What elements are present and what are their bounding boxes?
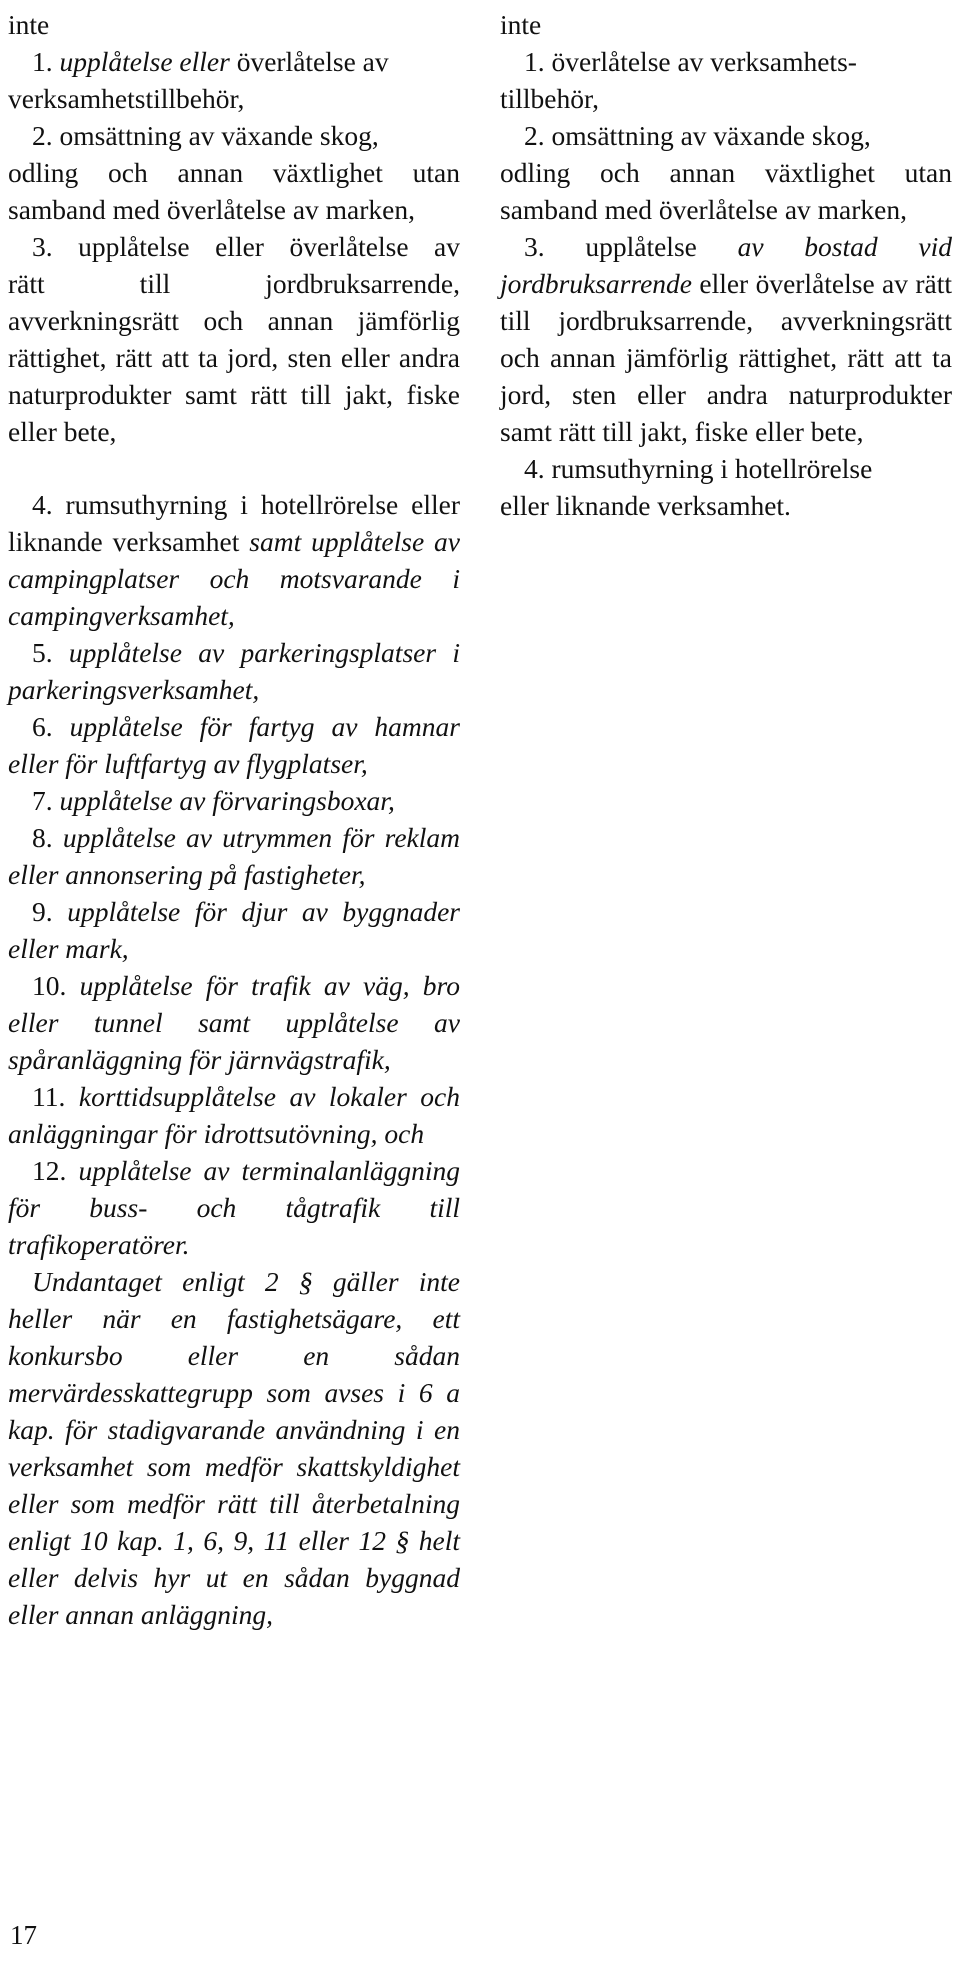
left-item-11-num: 11.	[32, 1081, 66, 1112]
left-item-3-line1: 3. upplåtelse eller överlåtelse av	[32, 231, 460, 262]
left-item-4-italic: samt upplåtelse av campingplatser och motsvarande i campingverksamhet,	[8, 526, 461, 631]
right-item-1-line2: tillbehör,	[500, 83, 599, 114]
left-item-4	[8, 486, 460, 634]
right-item-3-plain2: eller överlåtelse av rätt till jordbruksarrende, avverkningsrätt och annan jämförlig rättighet, rätt att ta jord, sten eller andra naturprodukter samt rätt till jakt, fiske eller bete,	[500, 268, 953, 447]
left-item-12-text: upplåtelse av terminalanläggning för buss- och tågtrafik till trafikoperatörer.	[8, 1155, 461, 1260]
right-item-1-line1: 1. överlåtelse av verksamhets-	[524, 46, 857, 77]
left-item-9-num: 9.	[32, 896, 53, 927]
left-item-5-num: 5.	[32, 637, 53, 668]
left-item-12-num: 12.	[32, 1155, 67, 1186]
right-item-4-line2: eller liknande verksamhet.	[500, 490, 791, 521]
right-column	[500, 6, 952, 524]
left-inte: inte	[8, 9, 50, 40]
left-item-1-line2: verksamhetstillbehör,	[8, 83, 245, 114]
left-column	[8, 6, 460, 1633]
right-item-3-italic: av bostad vid jordbruksarrende	[500, 231, 952, 299]
left-item-10-num: 10.	[32, 970, 67, 1001]
left-item-11	[8, 1078, 460, 1152]
left-item-1	[8, 43, 460, 80]
right-item-2-line1: 2. omsättning av växande skog,	[524, 120, 871, 151]
left-item-11-text: korttidsupplåtelse av lokaler och anläggningar för idrottsutövning, och	[8, 1081, 461, 1149]
left-item-5	[8, 634, 460, 708]
left-item-1-rest: överlåtelse av	[236, 46, 389, 77]
left-item-4-plain: 4. rumsuthyrning i hotellrörelse eller liknande verksamhet	[8, 489, 460, 557]
left-item-1-num: 1.	[32, 46, 53, 77]
left-item-2-rest: odling och annan växtlighet utan samband med överlåtelse av marken,	[8, 157, 460, 225]
left-item-8	[8, 819, 460, 893]
left-item-10	[8, 967, 460, 1078]
left-item-5-text: upplåtelse av parkeringsplatser i parkeringsverksamhet,	[8, 637, 460, 705]
left-exception-text: Undantaget enligt 2 § gäller inte heller när en fastighetsägare, ett konkursbo eller en sådan mervärdesskattegrupp som avses i 6 a kap. för stadigvarande användning i en verksamhet som medför skattskyldighet eller som medför rätt till återbetalning enligt 10 kap. 1, 6, 9, 11 eller 12 § helt eller delvis hyr ut en sådan byggnad eller annan anläggning,	[8, 1266, 460, 1630]
right-item-3-plain1: 3. upplåtelse	[524, 231, 697, 262]
left-item-6-num: 6.	[32, 711, 53, 742]
left-item-6	[8, 708, 460, 782]
left-item-1-italic: upplåtelse eller	[59, 46, 230, 77]
left-item-12	[8, 1152, 460, 1263]
left-exception-paragraph	[8, 1263, 460, 1633]
left-item-9-text: upplåtelse för djur av byggnader eller mark,	[8, 896, 461, 964]
right-item-4-line1: 4. rumsuthyrning i hotellrörelse	[524, 453, 873, 484]
left-item-2-line1: 2. omsättning av växande skog,	[32, 120, 379, 151]
left-item-8-num: 8.	[32, 822, 53, 853]
left-item-8-text: upplåtelse av utrymmen för reklam eller annonsering på fastigheter,	[8, 822, 461, 890]
right-item-3	[500, 228, 952, 450]
right-item-2-rest: odling och annan växtlighet utan samband med överlåtelse av marken,	[500, 157, 952, 225]
left-item-3-rest: rätt till jordbruksarrende, avverkningsrätt och annan jämförlig rättighet, rätt att ta jord, sten eller andra naturprodukter samt rätt till jakt, fiske eller bete,	[8, 268, 460, 447]
left-item-6-text: upplåtelse för fartyg av hamnar eller för luftfartyg av flygplatser,	[8, 711, 460, 779]
left-item-7-num: 7.	[32, 785, 53, 816]
page-number: 17	[10, 1920, 37, 1950]
left-item-7	[8, 782, 460, 819]
left-item-10-text: upplåtelse för trafik av väg, bro eller tunnel samt upplåtelse av spåranläggning för järnvägstrafik,	[8, 970, 460, 1075]
left-item-7-text: upplåtelse av förvaringsboxar,	[59, 785, 395, 816]
right-inte: inte	[500, 9, 542, 40]
left-item-9	[8, 893, 460, 967]
